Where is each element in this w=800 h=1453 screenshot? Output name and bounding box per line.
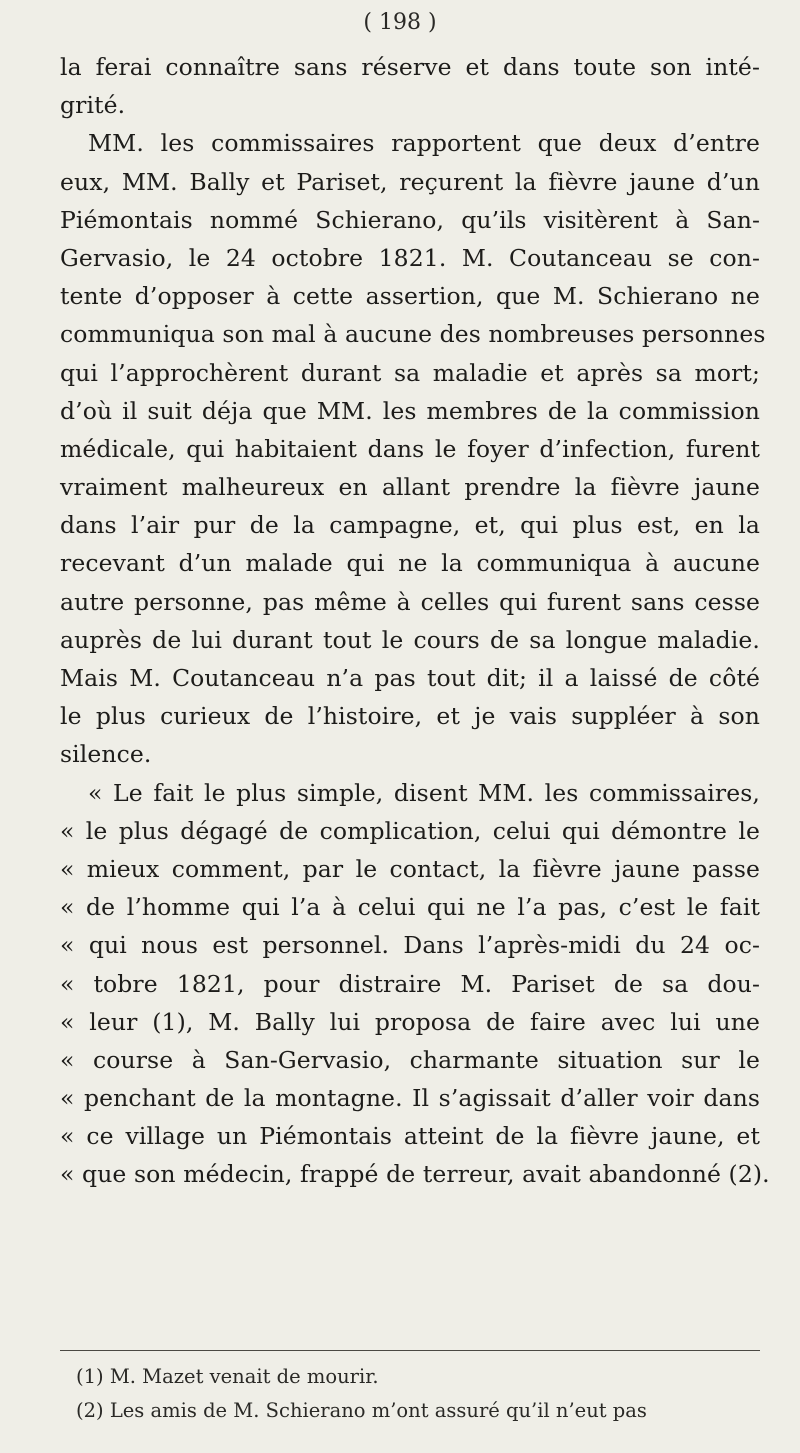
footnote: (1) M. Mazet venait de mourir. [76,1365,379,1388]
text-line: « le plus dégagé de complication, celui qui démontre le [60,816,760,845]
text-line: qui l’approchèrent durant sa maladie et après sa mort; [60,358,760,387]
text-line: d’où il suit déja que MM. les membres de la commission [60,396,760,425]
text-line: eux, MM. Bally et Pariset, reçurent la fièvre jaune d’un [60,167,760,196]
text-line: le plus curieux de l’histoire, et je vais suppléer à son [60,702,760,731]
text-line: « de l’homme qui l’a à celui qui ne l’a pas, c’est le fait [60,893,760,922]
text-line: dans l’air pur de la campagne, et, qui plus est, en la [60,511,760,540]
text-line: vraiment malheureux en allant prendre la fièvre jaune [60,473,760,502]
text-line: silence. [60,740,152,769]
footnote: (2) Les amis de M. Schierano m’ont assuré qu’il n’eut pas [76,1399,647,1422]
text-line: « ce village un Piémontais atteint de la fièvre jaune, et [60,1122,760,1151]
text-line: « tobre 1821, pour distraire M. Pariset de sa dou- [60,969,760,998]
footnotes [62,1360,760,1428]
text-line: « leur (1), M. Bally lui proposa de faire avec lui une [60,1007,760,1036]
text-line: Gervasio, le 24 octobre 1821. M. Coutanceau se con- [60,243,760,272]
text-line: Mais M. Coutanceau n’a pas tout dit; il a laissé de côté [60,664,760,692]
text-line: « que son médecin, frappé de terreur, avait abandonné (2). [60,1160,770,1189]
text-line: MM. les commissaires rapportent que deux d’entre [88,129,760,158]
text-line: tente d’opposer à cette assertion, que M. Schierano ne [60,282,760,311]
text-line: auprès de lui durant tout le cours de sa longue maladie. [60,625,760,654]
text-line: grité. [60,91,126,120]
text-line: « course à San-Gervasio, charmante situation sur le [60,1045,760,1074]
text-line: Piémontais nommé Schierano, qu’ils visitèrent à San- [60,205,760,234]
footnote-divider [60,1350,760,1351]
text-line: « qui nous est personnel. Dans l’après-midi du 24 oc- [60,931,760,960]
page-number: ( 198 ) [363,10,437,35]
text-line: médicale, qui habitaient dans le foyer d’infection, furent [60,434,760,463]
text-line: recevant d’un malade qui ne la communiqua à aucune [60,549,760,578]
text-line: communiqua son mal à aucune des nombreuses personnes [60,320,766,349]
text-line: la ferai connaître sans réserve et dans toute son inté- [60,53,760,81]
body-text [60,48,770,1194]
text-line: « Le fait le plus simple, disent MM. les commissaires, [88,778,760,807]
text-line: « penchant de la montagne. Il s’agissait d’aller voir dans [60,1084,760,1113]
text-line: autre personne, pas même à celles qui furent sans cesse [60,587,760,616]
text-line: « mieux comment, par le contact, la fièvre jaune passe [60,854,760,883]
